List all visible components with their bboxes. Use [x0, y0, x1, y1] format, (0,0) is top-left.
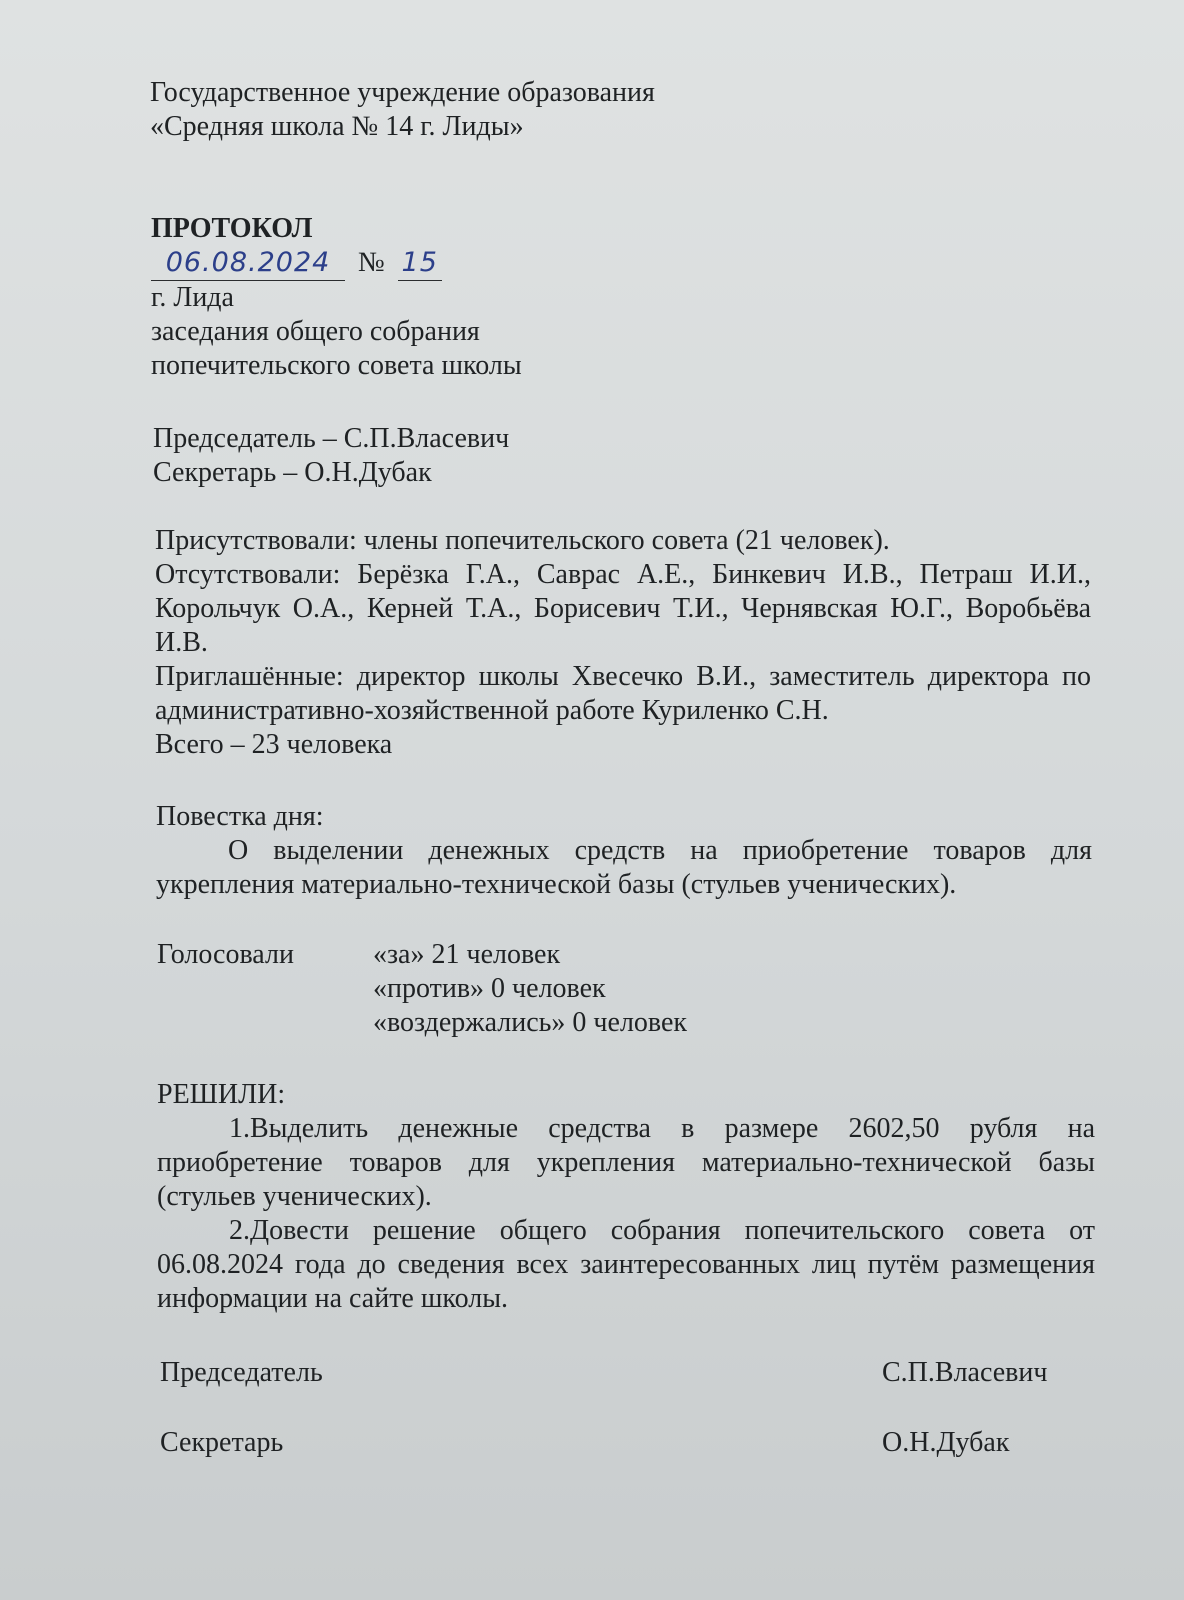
officers-block [153, 422, 509, 490]
org-name-line-1: Государственное учреждение образования [150, 77, 655, 108]
protocol-subject-line-2: попечительского совета школы [151, 350, 522, 381]
protocol-block [151, 212, 522, 383]
decision-heading: РЕШИЛИ: [157, 1079, 286, 1110]
voting-label: Голосовали [157, 939, 294, 970]
chairman-line: Председатель – С.П.Власевич [153, 423, 510, 454]
number-sign: № [358, 247, 385, 278]
chairman-signature-name: С.П.Власевич [882, 1357, 1048, 1388]
agenda-heading: Повестка дня: [156, 801, 324, 832]
decision-block [157, 1078, 1095, 1316]
secretary-signature-row [160, 1426, 1080, 1460]
org-name-line-2: «Средняя школа № 14 г. Лиды» [150, 111, 524, 142]
vote-against: «против» 0 человек [373, 973, 606, 1004]
attendance-block [155, 524, 1091, 762]
protocol-date: 06.08.2024 [151, 246, 345, 281]
present-line: Присутствовали: члены попечительского совета (21 человек). [155, 525, 890, 556]
decision-item-1: 1.Выделить денежные средства в размере 2602,50 рубля на приобретение товаров для укрепления материально-технической базы (стульев ученических). [157, 1113, 1095, 1212]
decision-item-2: 2.Довести решение общего собрания попечительского совета от 06.08.2024 года до сведения всех заинтересованных лиц путём размещения информации на сайте школы. [157, 1215, 1095, 1314]
chairman-signature-role: Председатель [160, 1357, 323, 1388]
vote-for: «за» 21 человек [373, 939, 561, 970]
protocol-date-number-row [151, 246, 522, 281]
secretary-signature-role: Секретарь [160, 1427, 284, 1458]
agenda-text: О выделении денежных средств на приобретение товаров для укрепления материально-технической базы (стульев ученических). [156, 835, 1092, 900]
protocol-city: г. Лида [151, 282, 234, 313]
protocol-subject-line-1: заседания общего собрания [151, 316, 480, 347]
organization-header [150, 76, 655, 144]
secretary-signature-name: О.Н.Дубак [882, 1427, 1010, 1458]
protocol-title: ПРОТОКОЛ [151, 213, 313, 244]
secretary-line: Секретарь – О.Н.Дубак [153, 457, 432, 488]
agenda-block [156, 800, 1092, 902]
invited-paragraph: Приглашённые: директор школы Хвесечко В.И., заместитель директора по административно-хозяйственной работе Куриленко С.Н. [155, 661, 1091, 726]
total-line: Всего – 23 человека [155, 729, 393, 760]
voting-block [157, 938, 687, 1040]
absent-paragraph: Отсутствовали: Берёзка Г.А., Саврас А.Е., Бинкевич И.В., Петраш И.И., Корольчук О.А., Керней Т.А., Борисевич Т.И., Чернявская Ю.Г., Воробьёва И.В. [155, 559, 1091, 658]
chairman-signature-row [160, 1356, 1080, 1390]
vote-abstained: «воздержались» 0 человек [373, 1007, 688, 1038]
protocol-number: 15 [398, 246, 442, 281]
